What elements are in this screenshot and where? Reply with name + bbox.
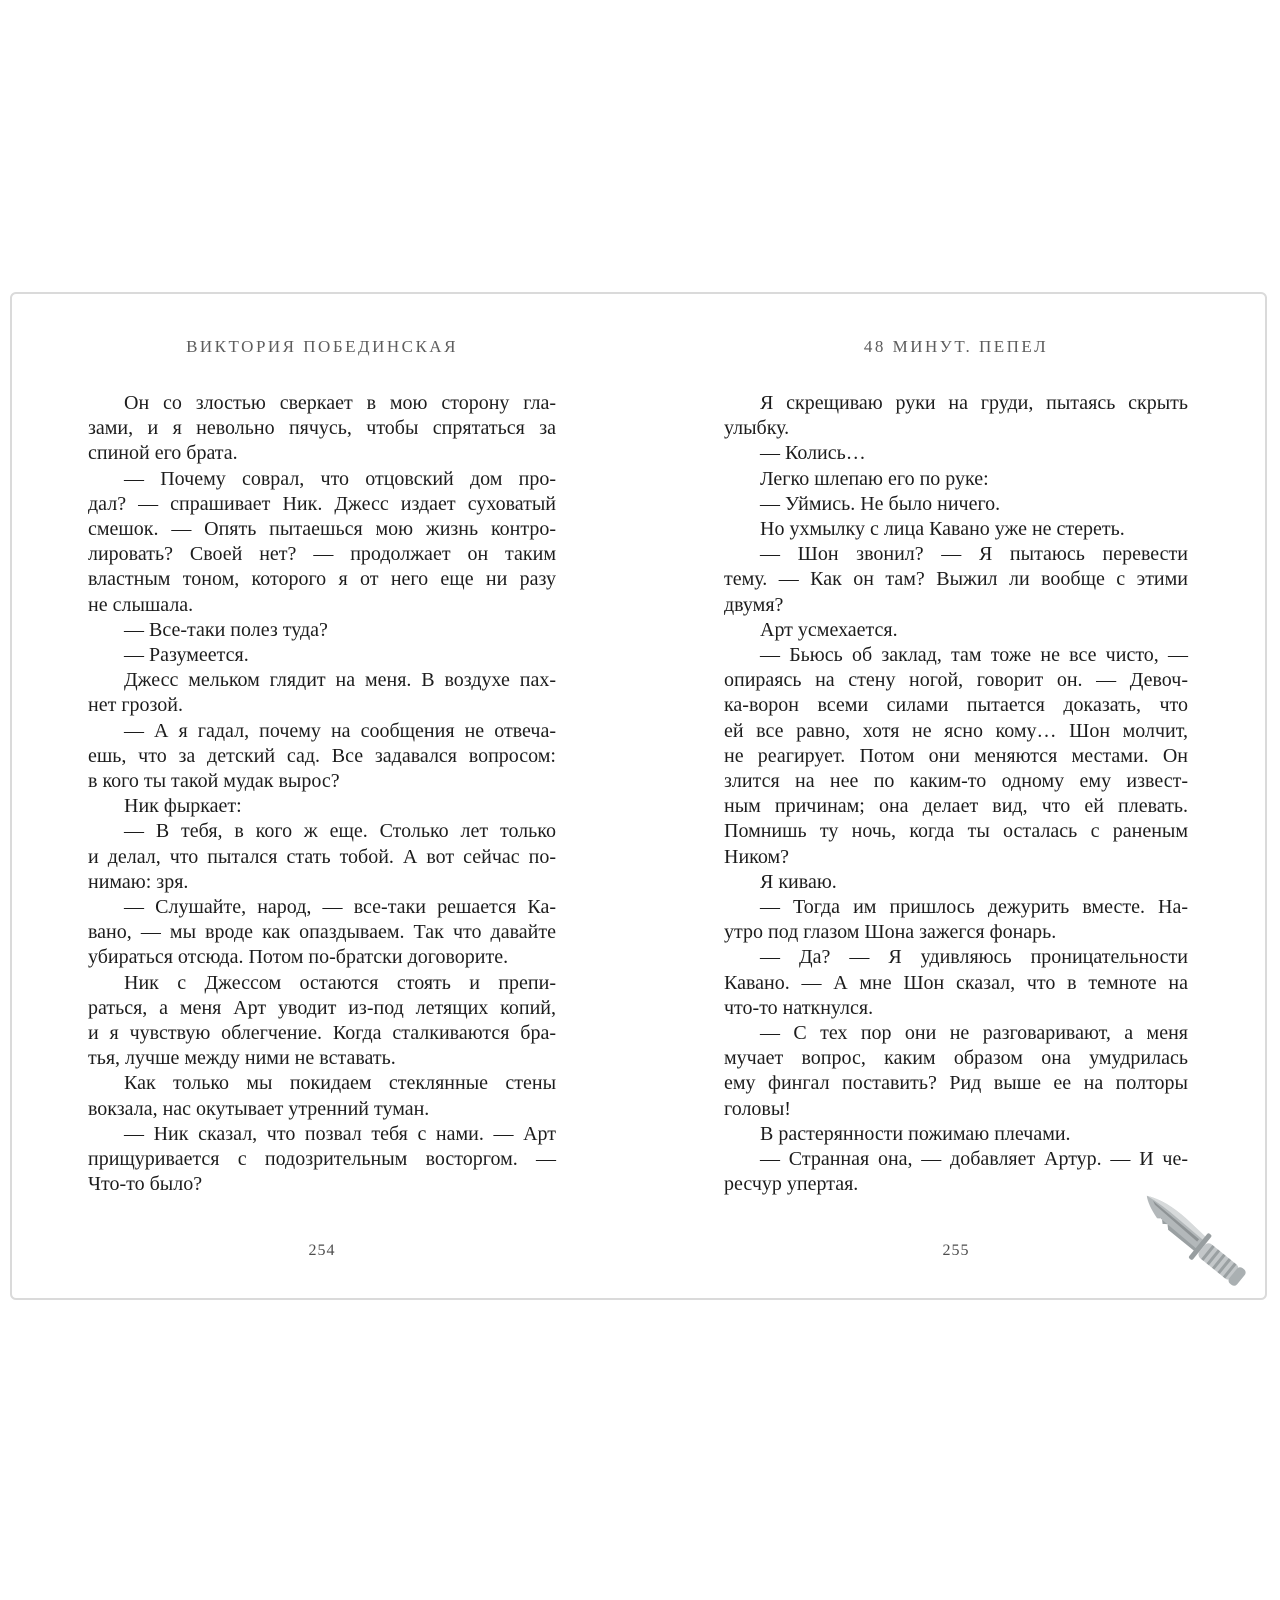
text-line: — А я гадал, почему на сообщения не отвеча-: [124, 719, 556, 742]
text-line: ным причинам; она делает вид, что ей плевать.: [724, 795, 1188, 818]
text-line: — Уймись. Не было ничего.: [760, 492, 1001, 515]
text-line: зами, и я невольно пячусь, чтобы спрятаться за: [88, 417, 556, 440]
text-line: — Тогда им пришлось дежурить вместе. На-: [760, 896, 1188, 919]
text-line: и я чувствую облегчение. Когда сталкиваются бра-: [88, 1022, 556, 1045]
left-page-number: 254: [308, 1242, 336, 1259]
text-line: и делал, что пытался стать тобой. А вот сейчас по-: [88, 845, 556, 868]
text-line: ей все равно, хотя не ясно кому… Шон молчит,: [724, 719, 1188, 742]
text-line: что-то наткнулся.: [724, 996, 874, 1019]
text-line: — Слушайте, народ, — все-таки решается Ка-: [124, 896, 556, 919]
text-line: Как только мы покидаем стеклянные стены: [124, 1072, 556, 1095]
text-line: ешь, что за детский сад. Все задавался вопросом:: [88, 744, 556, 767]
text-line: лировать? Своей нет? — продолжает он таким: [88, 543, 556, 566]
text-line: — Все-таки полез туда?: [124, 618, 328, 641]
text-line: тья, лучше между ними не вставать.: [88, 1047, 396, 1070]
text-line: Ником?: [724, 845, 789, 868]
text-line: спиной его брата.: [88, 442, 238, 465]
text-line: Что-то было?: [88, 1173, 203, 1196]
text-line: прищуривается с подозрительным восторгом. —: [88, 1148, 556, 1171]
text-line: двумя?: [724, 593, 784, 616]
text-line: Кавано. — А мне Шон сказал, что в темноте на: [724, 971, 1188, 994]
text-line: в кого ты такой мудак вырос?: [88, 770, 340, 793]
text-line: — Да? — Я удивляюсь проницательности: [760, 946, 1188, 969]
text-line: Ник фыркает:: [124, 795, 242, 818]
text-line: Но ухмылку с лица Кавано уже не стереть.: [760, 518, 1125, 541]
text-line: — Колись…: [760, 442, 866, 465]
text-line: В растерянности пожимаю плечами.: [760, 1122, 1071, 1145]
text-line: Я скрещиваю руки на груди, пытаясь скрыть: [760, 392, 1188, 414]
text-line: тему. — Как он там? Выжил ли вообще с этими: [724, 568, 1188, 591]
text-line: головы!: [724, 1097, 791, 1120]
text-line: — Разумеется.: [124, 644, 249, 667]
text-line: Джесс мельком глядит на меня. В воздухе пах-: [124, 669, 556, 692]
text-line: — Странная она, — добавляет Артур. — И че-: [760, 1148, 1188, 1171]
text-line: — Бьюсь об заклад, там тоже не все чисто, —: [760, 644, 1188, 667]
text-line: улыбку.: [724, 417, 790, 440]
text-line: — В тебя, в кого ж еще. Столько лет только: [124, 820, 556, 843]
left-page-body: [88, 391, 556, 1198]
left-running-header: ВИКТОРИЯ ПОБЕДИНСКАЯ: [186, 337, 458, 356]
text-line: нет грозой.: [88, 694, 184, 717]
text-line: злится на нее по каким-то одному ему извест-: [724, 770, 1188, 793]
text-line: дал? — спрашивает Ник. Джесс издает суховатый: [88, 492, 556, 515]
text-line: опираясь на стену ногой, говорит он. — Девоч-: [724, 669, 1188, 692]
text-line: ка-ворон всеми силами пытается доказать, что: [724, 694, 1188, 717]
text-line: утро под глазом Шона зажегся фонарь.: [724, 921, 1057, 944]
text-line: — Почему соврал, что отцовский дом про-: [124, 467, 556, 490]
text-line: Он со злостью сверкает в мою сторону гла-: [124, 392, 556, 414]
text-line: — С тех пор они не разговаривают, а меня: [760, 1022, 1188, 1045]
right-page-body: [724, 391, 1188, 1198]
text-line: вано, — мы вроде как опаздываем. Так что давайте: [88, 921, 556, 944]
text-line: раться, а меня Арт уводит из-под летящих копий,: [88, 996, 556, 1019]
text-line: Легко шлепаю его по руке:: [760, 467, 989, 490]
text-line: властным тоном, которого я от него еще ни разу: [88, 568, 556, 591]
text-line: Ник с Джессом остаются стоять и препи-: [124, 971, 556, 994]
text-line: Арт усмехается.: [760, 618, 898, 641]
text-line: убираться отсюда. Потом по-братски договорите.: [88, 946, 509, 969]
text-line: не слышала.: [88, 593, 194, 616]
text-line: — Шон звонил? — Я пытаюсь перевести: [760, 543, 1188, 566]
text-line: мучает вопрос, каким образом она умудрилась: [724, 1047, 1188, 1070]
text-line: вокзала, нас окутывает утренний туман.: [88, 1097, 430, 1120]
text-line: Помнишь ту ночь, когда ты осталась с раненым: [724, 820, 1188, 843]
text-line: ему фингал поставить? Рид выше ее на полторы: [724, 1072, 1188, 1095]
text-line: — Ник сказал, что позвал тебя с нами. — Арт: [124, 1122, 556, 1145]
right-running-header: 48 МИНУТ. ПЕПЕЛ: [863, 337, 1049, 356]
text-line: Я киваю.: [760, 870, 837, 893]
text-line: не реагирует. Потом они меняются местами. Он: [724, 744, 1188, 767]
right-page-number: 255: [942, 1242, 970, 1259]
text-line: нимаю: зря.: [88, 870, 189, 893]
text-line: смешок. — Опять пытаешься мою жизнь контро-: [88, 518, 556, 541]
text-line: ресчур упертая.: [724, 1173, 859, 1196]
